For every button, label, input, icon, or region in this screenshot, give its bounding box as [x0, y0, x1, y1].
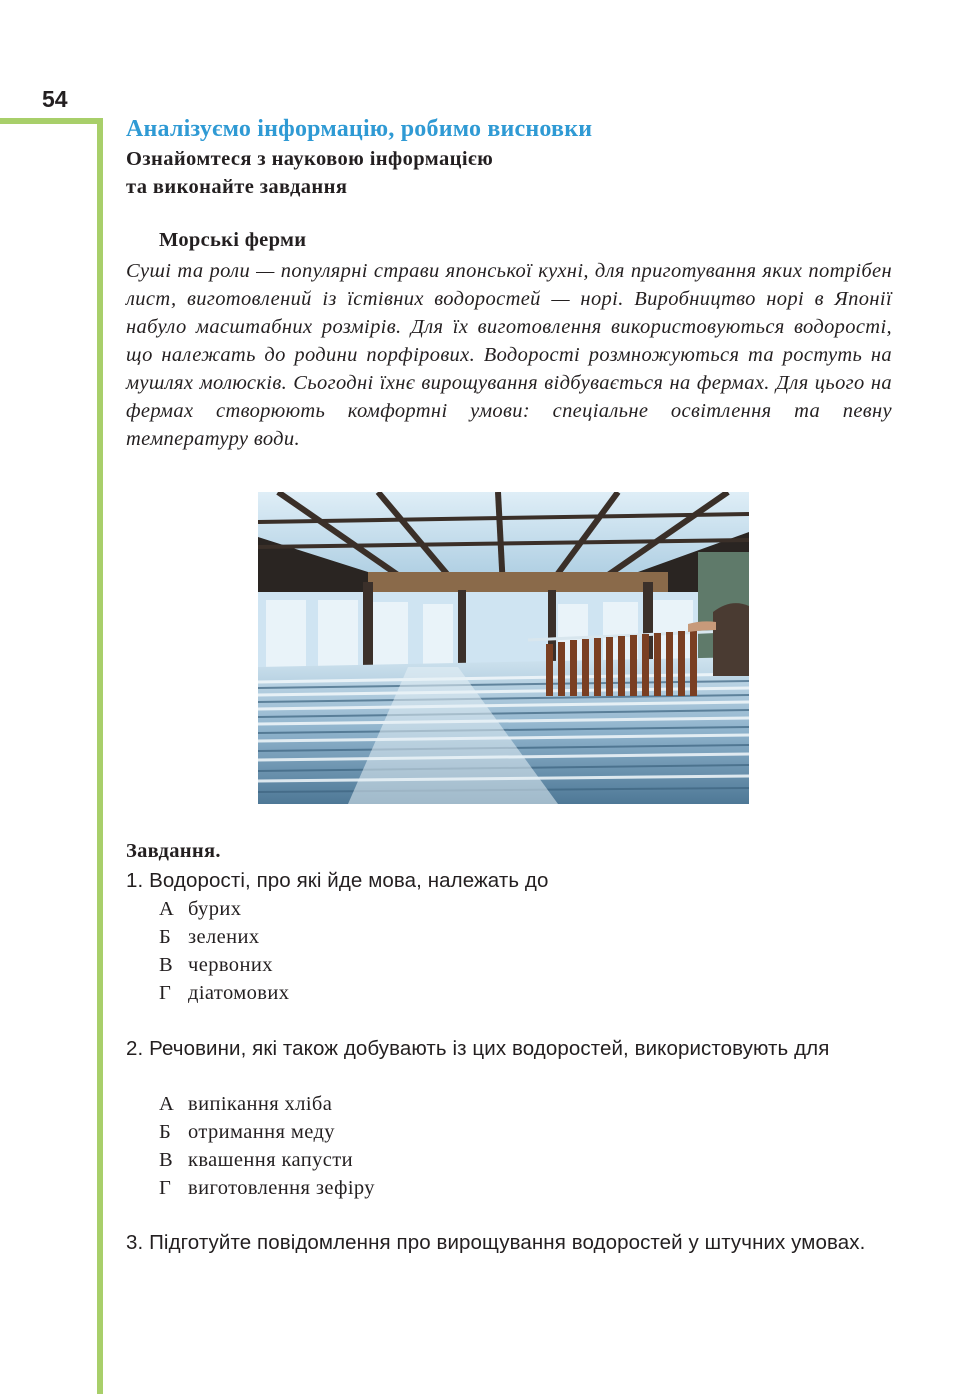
option-letter: В — [159, 1149, 174, 1171]
subtitle-line-1: Ознайомтеся з науковою інформацією — [126, 148, 494, 170]
section-subtitle — [126, 145, 493, 201]
question-3: 3. Підготуйте повідомлення про вирощування водоростей у штучних умовах. — [126, 1231, 866, 1254]
article-title: Морські ферми — [159, 229, 307, 251]
article-body: Суші та роли — популярні страви японської кухні, для приготування яких потрібен лист, виготовлений із їстівних водоростей — норі. Виробництво норі в Японії набуло масштабних розмірів. Для їх виготовлення використовуються водорості, що належать до родини порфірових. Водорості розмножуються та ростуть на мушлях молюсків. Сьогодні їхнє вирощування відбувається на фермах. Для цього на фермах створюють комфортні умови: спеціальне освітлення та певну температуру води. — [126, 260, 892, 450]
option-item — [159, 923, 289, 951]
option-text: випікання хліба — [188, 1093, 333, 1115]
question-1: 1. Водорості, про які йде мова, належать до — [126, 869, 549, 892]
page-number: 54 — [42, 86, 68, 112]
option-text: зелених — [188, 926, 260, 948]
option-letter: А — [159, 898, 175, 920]
option-text: бурих — [188, 898, 242, 920]
option-letter: Б — [159, 1121, 172, 1143]
option-letter: Г — [159, 1177, 172, 1199]
green-rule-horizontal — [0, 118, 103, 124]
option-item — [159, 979, 289, 1007]
question-2: 2. Речовини, які також добувають із цих водоростей, використовують для — [126, 1037, 830, 1060]
option-item — [159, 1118, 375, 1146]
question-1-options — [159, 895, 289, 1007]
question-2-options — [159, 1090, 375, 1202]
seaweed-farm-photo — [258, 492, 749, 804]
subtitle-line-2: та виконайте завдання — [126, 176, 348, 198]
option-letter: А — [159, 1093, 175, 1115]
option-text: червоних — [188, 954, 273, 976]
option-item — [159, 1174, 375, 1202]
section-title: Аналізуємо інформацію, робимо висновки — [126, 116, 593, 142]
option-text: отримання меду — [188, 1121, 335, 1143]
option-item — [159, 1146, 375, 1174]
option-text: квашення капусти — [188, 1149, 353, 1171]
option-letter: Г — [159, 982, 172, 1004]
option-text: виготовлення зефіру — [188, 1177, 375, 1199]
tasks-heading: Завдання. — [126, 840, 221, 862]
option-letter: В — [159, 954, 174, 976]
option-item — [159, 951, 289, 979]
option-text: діатомових — [188, 982, 290, 1004]
option-item — [159, 1090, 375, 1118]
option-item — [159, 895, 289, 923]
option-letter: Б — [159, 926, 172, 948]
green-rule-vertical — [97, 118, 103, 1394]
